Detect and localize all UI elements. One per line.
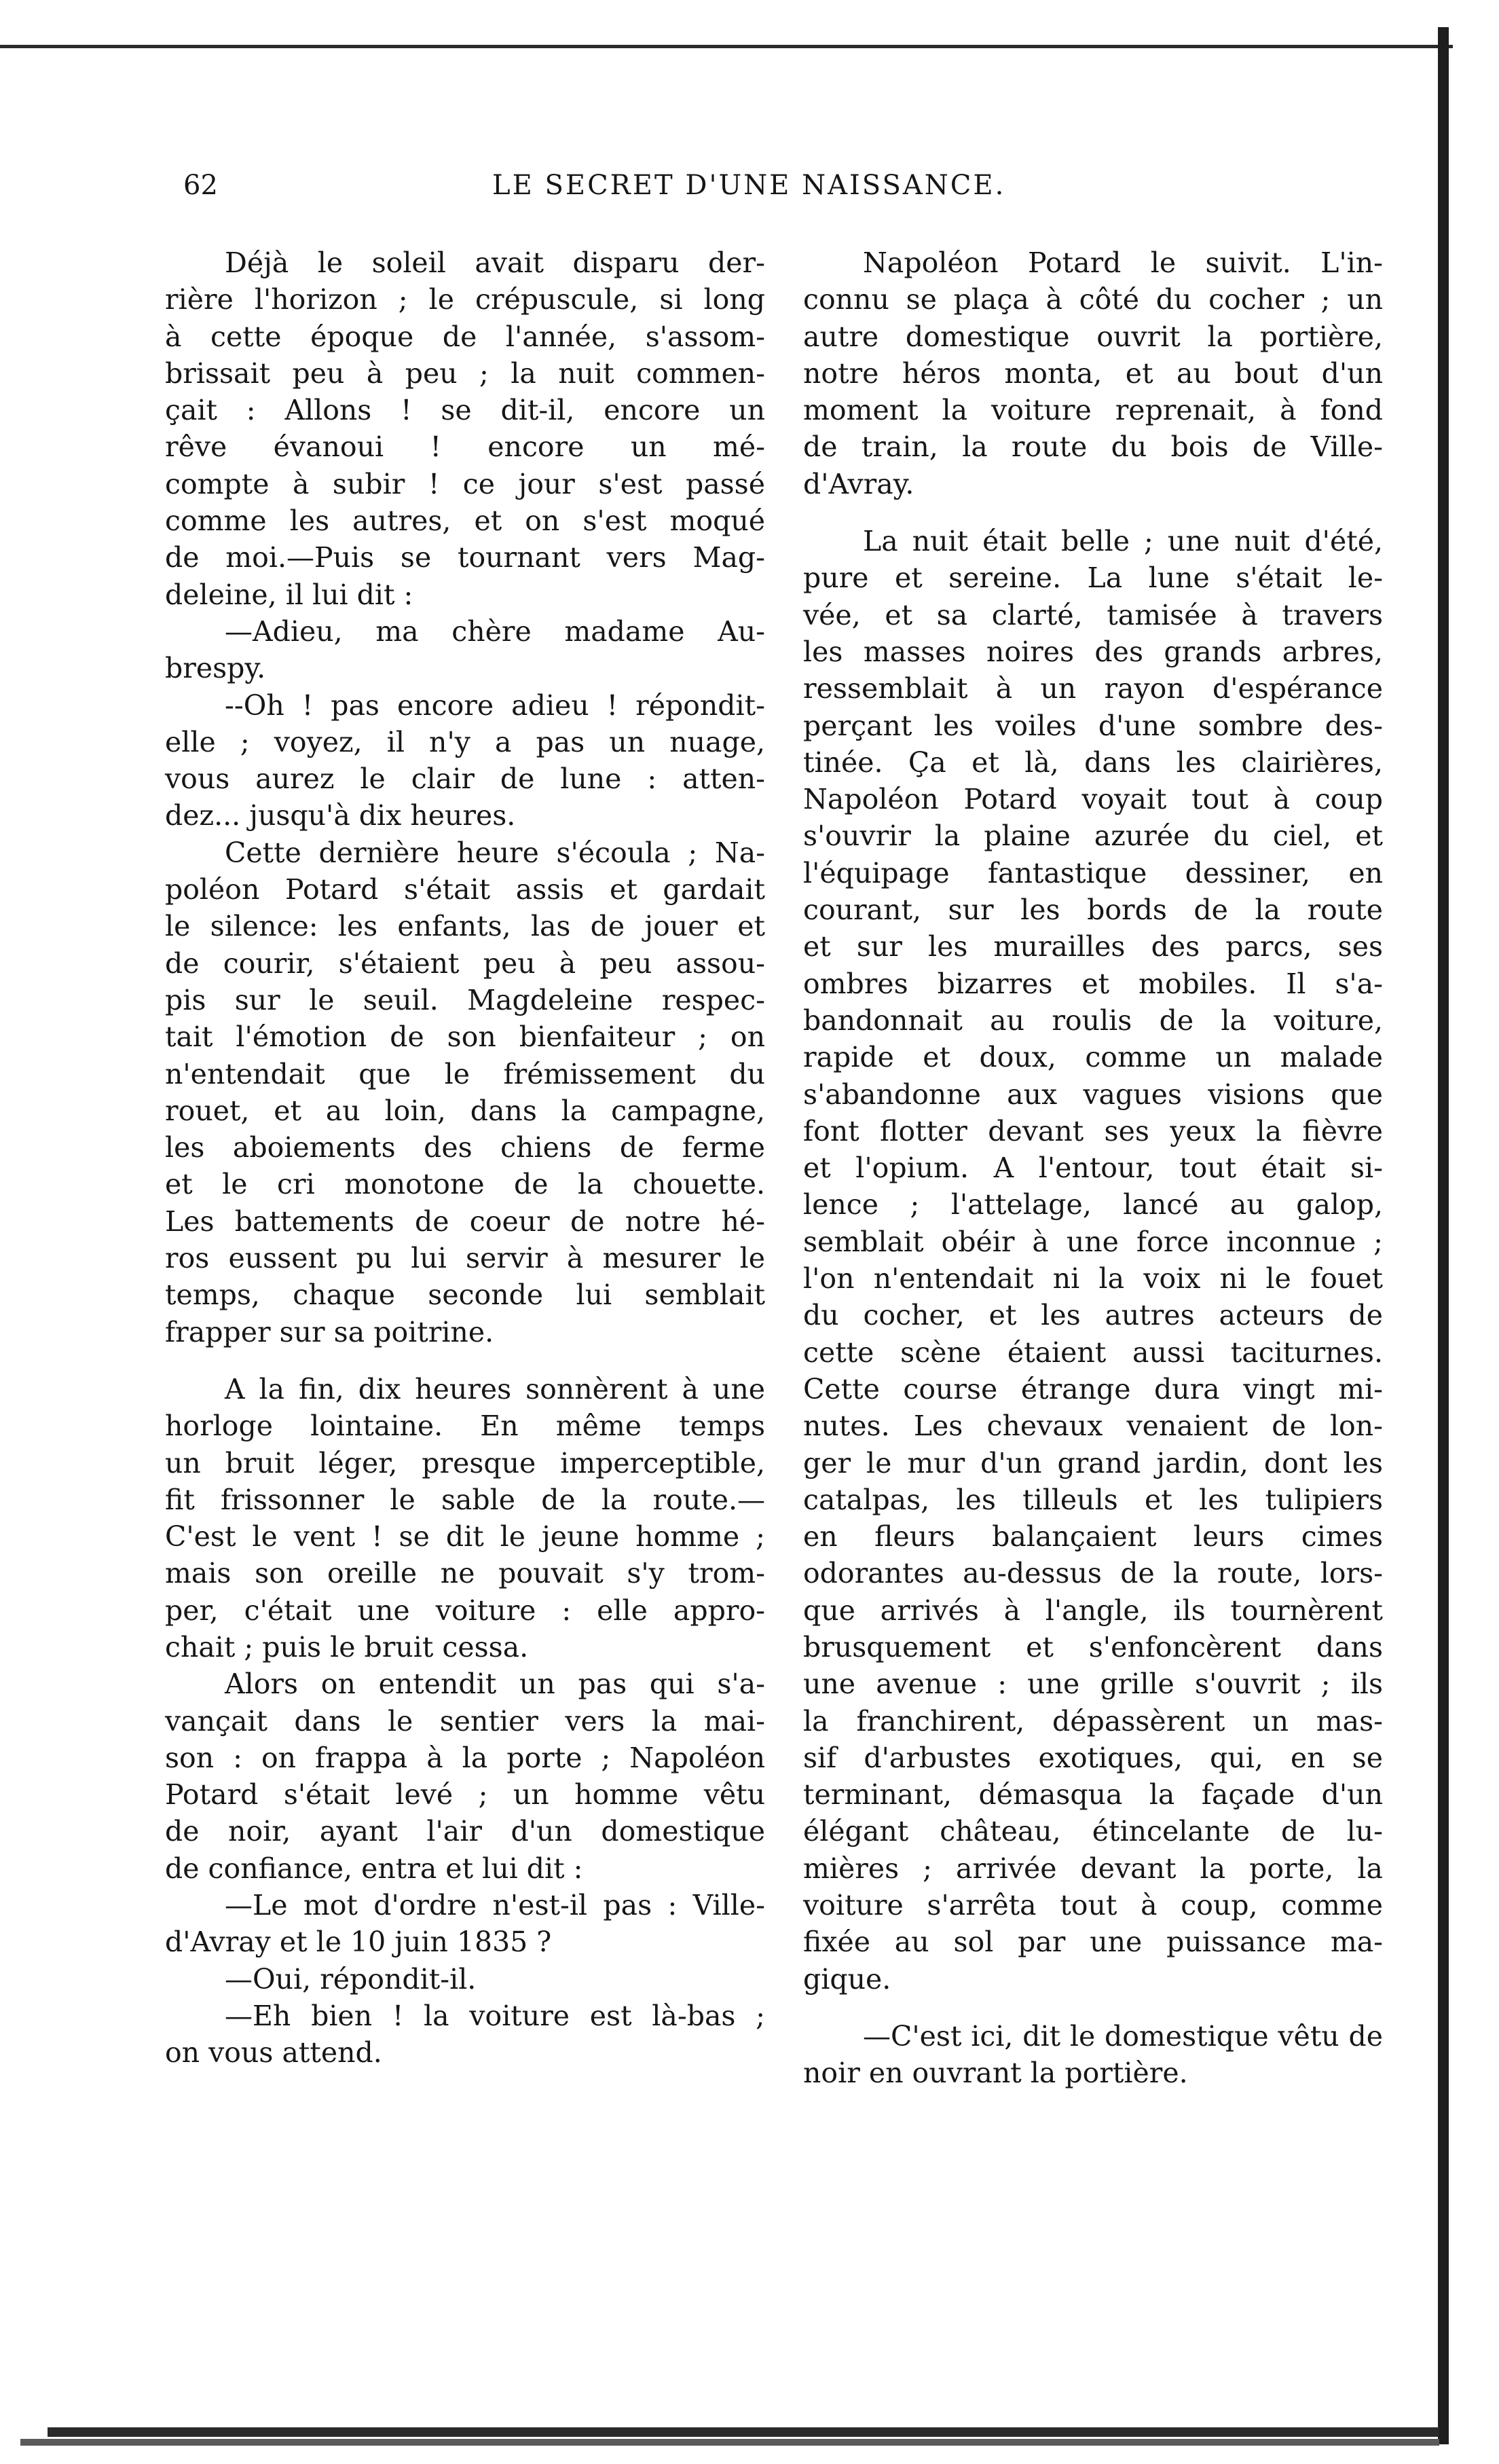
paragraph	[165, 1998, 765, 2072]
text-line: brissait peu à peu ; la nuit commen-	[165, 356, 765, 390]
text-line: de noir, ayant l'air d'un domestique	[165, 1815, 765, 1848]
text-line: chait ; puis le bruit cessa.	[165, 1630, 529, 1663]
text-line: terminant, démasqua la façade d'un	[803, 1778, 1383, 1812]
text-line: ger le mur d'un grand jardin, dont les	[803, 1446, 1383, 1479]
text-line: odorantes au-dessus de la route, lors-	[803, 1557, 1383, 1590]
text-line: l'équipage fantastique dessiner, en	[803, 856, 1383, 889]
text-line: s'ouvrir la plaine azurée du ciel, et	[803, 820, 1383, 853]
paragraph	[165, 613, 765, 687]
text-line: pis sur le seuil. Magdeleine respec-	[165, 983, 765, 1016]
paragraph	[165, 244, 765, 613]
text-line: —Adieu, ma chère madame Au-	[225, 614, 765, 648]
text-line: d'Avray et le 10 juin 1835 ?	[165, 1926, 552, 1959]
text-line: horloge lointaine. En même temps	[165, 1410, 765, 1443]
text-line: fixée au sol par une puissance ma-	[803, 1926, 1383, 1959]
text-line: Alors on entendit un pas qui s'a-	[225, 1668, 765, 1701]
text-line: vançait dans le sentier vers la mai-	[165, 1704, 765, 1737]
bottom-border-rule	[48, 2427, 1439, 2437]
text-line: Cette course étrange dura vingt mi-	[803, 1372, 1383, 1405]
right-border-rule	[1438, 27, 1449, 2444]
page-header	[183, 170, 1405, 217]
bottom-border-rule-lower	[20, 2439, 1439, 2446]
text-line: per, c'était une voiture : elle appro-	[165, 1594, 765, 1627]
text-line: rouet, et au loin, dans la campagne,	[165, 1094, 765, 1127]
text-line: ombres bizarres et mobiles. Il s'a-	[803, 967, 1383, 1000]
text-line: bandonnait au roulis de la voiture,	[803, 1004, 1383, 1037]
text-line: connu se plaça à côté du cocher ; un	[803, 283, 1383, 316]
text-line: dez... jusqu'à dix heures.	[165, 799, 516, 832]
text-line: notre héros monta, et au bout d'un	[803, 356, 1383, 390]
paragraph	[165, 687, 765, 834]
text-line: à cette époque de l'année, s'assom-	[165, 320, 765, 353]
text-line: La nuit était belle ; une nuit d'été,	[863, 525, 1383, 558]
paragraph	[165, 834, 765, 1350]
page-number: 62	[183, 170, 218, 201]
text-line: vous aurez le clair de lune : atten-	[165, 762, 765, 796]
text-line: de courir, s'étaient peu à peu assou-	[165, 946, 765, 980]
text-line: ros eussent pu lui servir à mesurer le	[165, 1242, 765, 1275]
text-line: brusquement et s'enfoncèrent dans	[803, 1630, 1383, 1663]
text-line: sif d'arbustes exotiques, qui, en se	[803, 1741, 1383, 1774]
text-line: les masses noires des grands arbres,	[803, 635, 1383, 668]
text-line: fit frissonner le sable de la route.—	[165, 1483, 765, 1516]
text-line: elle ; voyez, il n'y a pas un nuage,	[165, 725, 765, 758]
text-line: catalpas, les tilleuls et les tulipiers	[803, 1483, 1383, 1516]
text-line: la franchirent, dépassèrent un mas-	[803, 1704, 1383, 1737]
paragraph	[165, 1666, 765, 1887]
text-line: courant, sur les bords de la route	[803, 894, 1383, 927]
text-line: élégant château, étincelante de lu-	[803, 1815, 1383, 1848]
paragraph	[165, 1371, 765, 1666]
text-line: les aboiements des chiens de ferme	[165, 1131, 765, 1164]
text-line: compte à subir ! ce jour s'est passé	[165, 467, 765, 500]
text-line: tinée. Ça et là, dans les clairières,	[803, 746, 1383, 779]
text-line: de moi.—Puis se tournant vers Mag-	[165, 541, 765, 574]
text-line: nutes. Les chevaux venaient de lon-	[803, 1410, 1383, 1443]
text-line: C'est le vent ! se dit le jeune homme ;	[165, 1520, 765, 1553]
text-line: —Le mot d'ordre n'est-il pas : Ville-	[225, 1889, 765, 1922]
text-line: Potard s'était levé ; un homme vêtu	[165, 1778, 765, 1812]
text-line: de train, la route du bois de Ville-	[803, 430, 1383, 464]
text-line: --Oh ! pas encore adieu ! répondit-	[225, 688, 765, 722]
text-line: et l'opium. A l'entour, tout était si-	[803, 1152, 1383, 1185]
text-line: temps, chaque seconde lui semblait	[165, 1279, 765, 1312]
running-head: LE SECRET D'UNE NAISSANCE.	[492, 170, 1006, 201]
paragraph	[803, 523, 1383, 1998]
text-line: çait : Allons ! se dit-il, encore un	[165, 394, 765, 427]
text-line: pure et sereine. La lune s'était le-	[803, 562, 1383, 595]
text-line: Les battements de coeur de notre hé-	[165, 1205, 765, 1238]
text-line: brespy.	[165, 652, 266, 685]
text-line: rapide et doux, comme un malade	[803, 1041, 1383, 1074]
text-line: rêve évanoui ! encore un mé-	[165, 430, 765, 464]
text-line: Déjà le soleil avait disparu der-	[225, 246, 765, 279]
text-line: n'entendait que le frémissement du	[165, 1057, 765, 1090]
text-line: noir en ouvrant la portière.	[803, 2057, 1188, 2090]
text-line: tait l'émotion de son bienfaiteur ; on	[165, 1020, 765, 1054]
text-line: ressemblait à un rayon d'espérance	[803, 672, 1383, 705]
text-line: que arrivés à l'angle, ils tournèrent	[803, 1594, 1383, 1627]
text-line: du cocher, et les autres acteurs de	[803, 1299, 1383, 1332]
text-line: l'on n'entendait ni la voix ni le fouet	[803, 1262, 1383, 1295]
text-line: en fleurs balançaient leurs cimes	[803, 1520, 1383, 1553]
text-line: frapper sur sa poitrine.	[165, 1315, 494, 1348]
text-line: le silence: les enfants, las de jouer et	[165, 910, 765, 943]
paragraph	[803, 2018, 1383, 2092]
top-border-rule	[0, 45, 1453, 48]
paragraph	[803, 244, 1383, 502]
text-line: Cette dernière heure s'écoula ; Na-	[225, 836, 765, 869]
text-line: vée, et sa clarté, tamisée à travers	[803, 598, 1383, 631]
text-line: et sur les murailles des parcs, ses	[803, 930, 1383, 963]
text-line: son : on frappa à la porte ; Napoléon	[165, 1741, 765, 1774]
text-line: mières ; arrivée devant la porte, la	[803, 1852, 1383, 1885]
paragraph	[195, 1961, 765, 1998]
right-text-column	[803, 244, 1383, 2092]
text-line: —C'est ici, dit le domestique vêtu de	[863, 2019, 1383, 2053]
text-line: poléon Potard s'était assis et gardait	[165, 873, 765, 906]
text-line: perçant les voiles d'une sombre des-	[803, 709, 1383, 742]
text-line: on vous attend.	[165, 2036, 382, 2070]
text-line: —Oui, répondit-il.	[225, 1962, 477, 1996]
text-line: voiture s'arrêta tout à coup, comme	[803, 1889, 1383, 1922]
text-line: un bruit léger, presque imperceptible,	[165, 1446, 765, 1479]
text-line: d'Avray.	[803, 467, 914, 500]
text-line: deleine, il lui dit :	[165, 578, 413, 611]
text-line: autre domestique ouvrit la portière,	[803, 320, 1383, 353]
paragraph	[165, 1887, 765, 1961]
text-line: s'abandonne aux vagues visions que	[803, 1078, 1383, 1111]
text-line: mais son oreille ne pouvait s'y trom-	[165, 1557, 765, 1590]
text-line: Napoléon Potard le suivit. L'in-	[863, 246, 1383, 279]
text-line: lence ; l'attelage, lancé au galop,	[803, 1188, 1383, 1221]
text-line: Napoléon Potard voyait tout à coup	[803, 783, 1383, 816]
text-line: —Eh bien ! la voiture est là-bas ;	[225, 1999, 765, 2032]
text-line: une avenue : une grille s'ouvrit ; ils	[803, 1668, 1383, 1701]
text-line: moment la voiture reprenait, à fond	[803, 394, 1383, 427]
text-line: rière l'horizon ; le crépuscule, si long	[165, 283, 765, 316]
left-text-column	[165, 244, 765, 2072]
text-line: de confiance, entra et lui dit :	[165, 1852, 583, 1885]
text-line: et le cri monotone de la chouette.	[165, 1168, 765, 1201]
text-line: gique.	[803, 1962, 891, 1996]
text-line: semblait obéir à une force inconnue ;	[803, 1225, 1383, 1258]
text-line: comme les autres, et on s'est moqué	[165, 504, 765, 538]
text-line: font flotter devant ses yeux la fièvre	[803, 1114, 1383, 1147]
text-line: cette scène étaient aussi taciturnes.	[803, 1336, 1383, 1369]
text-line: A la fin, dix heures sonnèrent à une	[225, 1372, 765, 1405]
